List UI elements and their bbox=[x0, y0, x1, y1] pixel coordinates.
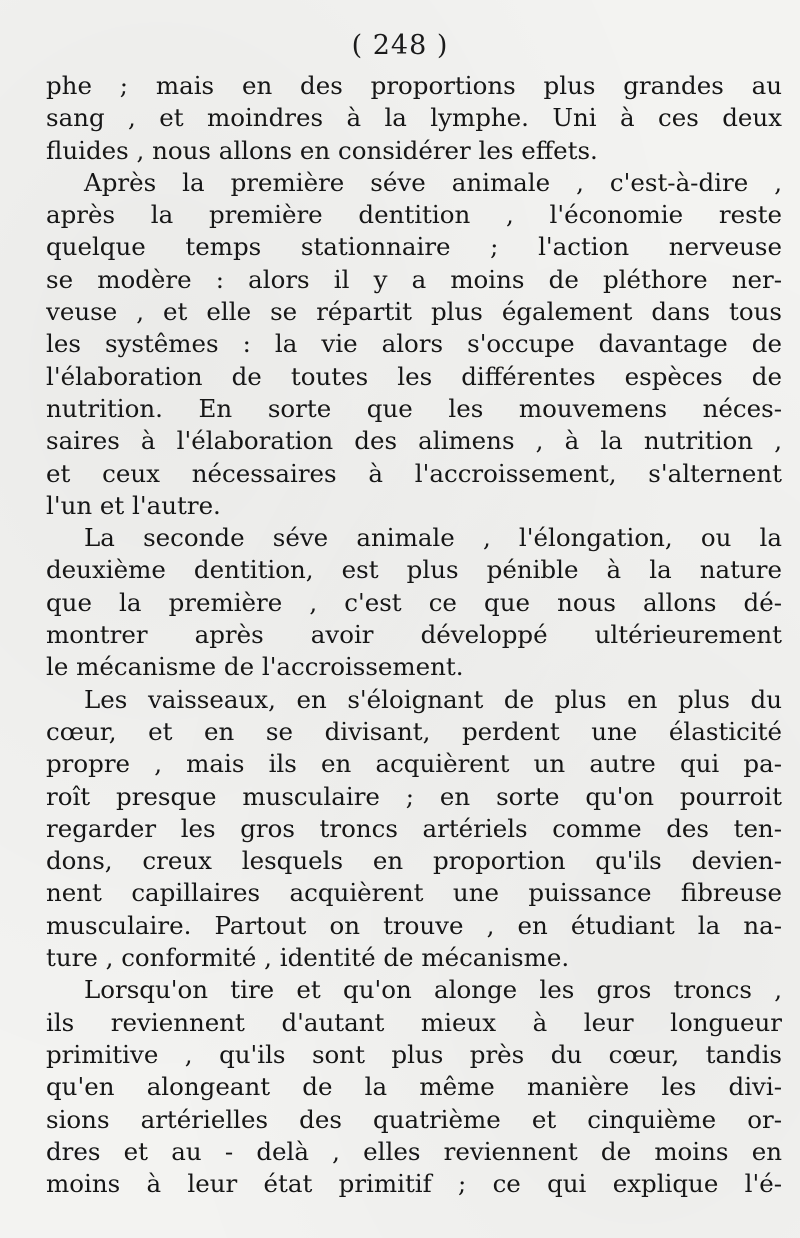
text-line: regarder les gros troncs artériels comme des ten- bbox=[46, 813, 782, 843]
text-line: veuse , et elle se répartit plus également dans tous bbox=[46, 297, 782, 327]
text-line: et ceux nécessaires à l'accroissement, s'alternent bbox=[46, 458, 782, 488]
text-line: Les vaisseaux, en s'éloignant de plus en plus du bbox=[84, 684, 782, 714]
text-line: dons, creux lesquels en proportion qu'ils devien- bbox=[46, 846, 782, 876]
text-line: ture , conformité , identité de mécanisme. bbox=[46, 943, 570, 973]
text-line: La seconde séve animale , l'élongation, ou la bbox=[84, 523, 782, 553]
text-line: sions artérielles des quatrième et cinquième or- bbox=[46, 1104, 782, 1134]
text-line: quelque temps stationnaire ; l'action nerveuse bbox=[46, 232, 782, 262]
text-line: nutrition. En sorte que les mouvemens néces- bbox=[46, 393, 782, 423]
text-line: fluides , nous allons en considérer les effets. bbox=[46, 135, 598, 165]
text-line: deuxième dentition, est plus pénible à la nature bbox=[46, 555, 782, 585]
text-line: phe ; mais en des proportions plus grandes au bbox=[46, 71, 782, 100]
text-line: montrer après avoir développé ultérieurement bbox=[46, 620, 782, 650]
text-line: les systêmes : la vie alors s'occupe davantage de bbox=[46, 329, 782, 359]
text-line: que la première , c'est ce que nous allons dé- bbox=[46, 587, 782, 617]
text-line: roît presque musculaire ; en sorte qu'on pourroit bbox=[46, 781, 782, 811]
text-line: musculaire. Partout on trouve , en étudiant la na- bbox=[46, 910, 782, 940]
text-line: Lorsqu'on tire et qu'on alonge les gros troncs , bbox=[84, 975, 782, 1005]
text-line: cœur, et en se divisant, perdent une élasticité bbox=[46, 716, 782, 746]
page-number: ( 248 ) bbox=[351, 30, 449, 61]
text-line: se modère : alors il y a moins de pléthore ner- bbox=[46, 264, 782, 294]
text-line: l'élaboration de toutes les différentes espèces de bbox=[46, 361, 782, 391]
text-line: nent capillaires acquièrent une puissance fibreuse bbox=[46, 878, 782, 908]
text-line: le mécanisme de l'accroissement. bbox=[46, 652, 464, 682]
text-line: Après la première séve animale , c'est-à-dire , bbox=[84, 167, 782, 197]
text-line: l'un et l'autre. bbox=[46, 490, 221, 520]
text-line: dres et au - delà , elles reviennent de moins en bbox=[46, 1136, 782, 1166]
text-line: après la première dentition , l'économie reste bbox=[46, 200, 782, 230]
text-line: qu'en alongeant de la même manière les divi- bbox=[46, 1072, 782, 1102]
text-line: primitive , qu'ils sont plus près du cœur, tandis bbox=[46, 1039, 782, 1069]
text-line: saires à l'élaboration des alimens , à la nutrition , bbox=[46, 426, 782, 456]
text-line: sang , et moindres à la lymphe. Uni à ces deux bbox=[46, 103, 782, 133]
text-line: moins à leur état primitif ; ce qui explique l'é- bbox=[46, 1169, 782, 1199]
text-line: ils reviennent d'autant mieux à leur longueur bbox=[46, 1007, 782, 1037]
text-line: propre , mais ils en acquièrent un autre qui pa- bbox=[46, 749, 782, 779]
page-body-text bbox=[46, 70, 782, 1200]
